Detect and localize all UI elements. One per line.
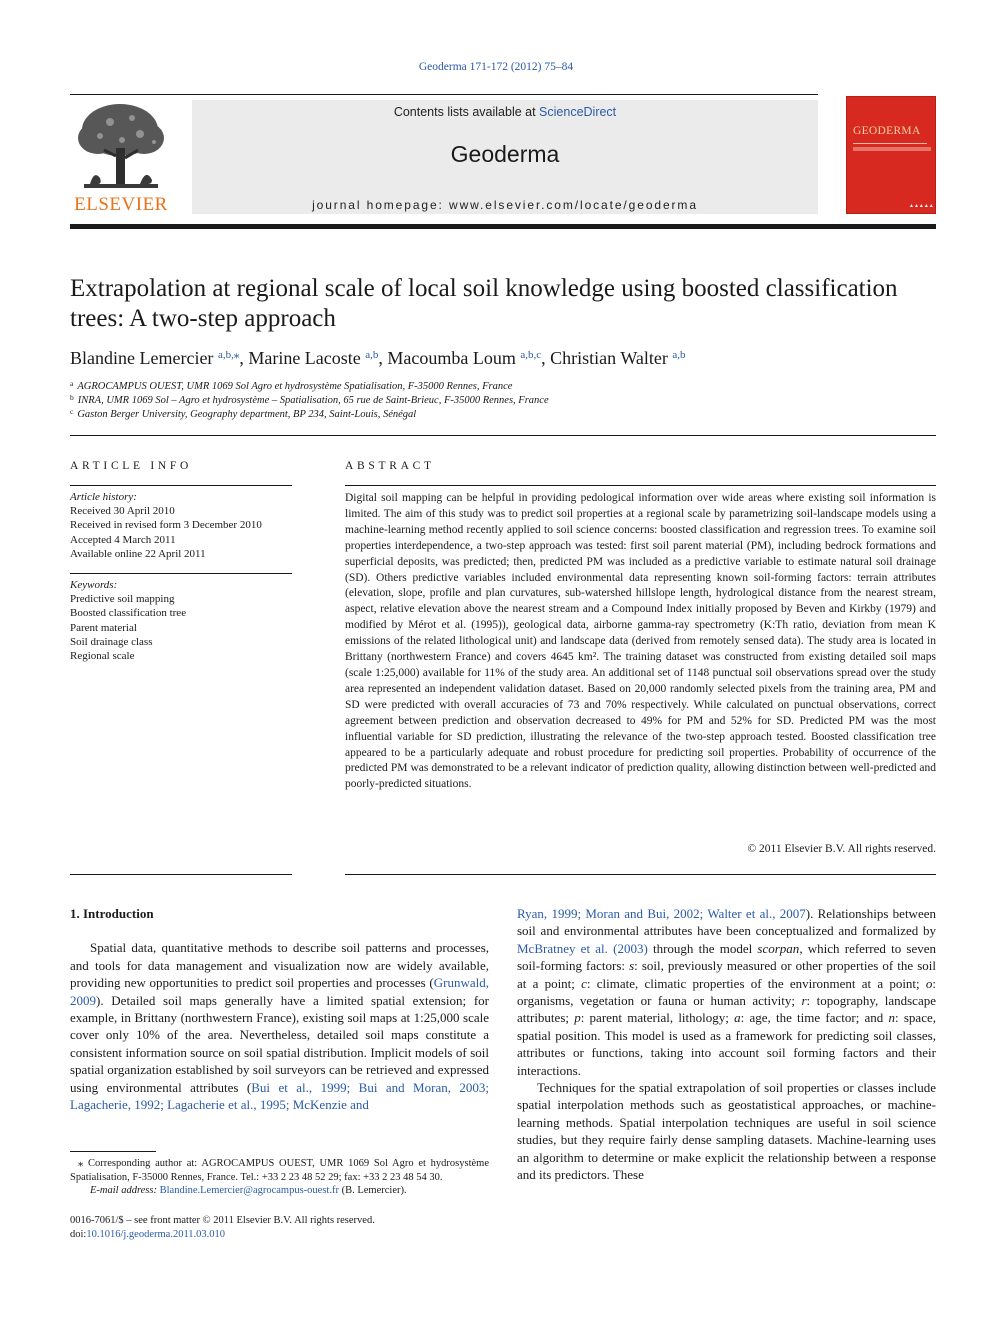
affiliation-text: INRA, UMR 1069 Sol – Agro et hydrosystème – Spatialisation, 65 rue de Saint-Brieuc, F-35000 Rennes, France [77,395,549,406]
factor-symbol: n [888,1010,896,1026]
citation-link[interactable]: Bui et al., 1999; Bui and Moran, 2003; Lagacherie, 1992; Lagacherie et al., 1995; McKenzie and [70,1079,490,1113]
keywords-label: Keywords: [70,579,118,591]
history-item: Received 30 April 2010 [70,505,175,518]
journal-citation[interactable]: Geoderma 171-172 (2012) 75–84 [418,61,574,73]
author-name[interactable]: Christian Walter [550,348,668,368]
title-line-2: trees: A two-step approach [70,305,336,332]
info-bottom-rule [70,874,292,875]
journal-name: Geoderma [450,141,560,167]
factor-symbol: p [574,1010,581,1026]
factor-symbol: o [925,975,933,991]
paragraph-text: ). Detailed soil maps generally have a limited spatial extension; for example, in Brittany (northwestern France), existing soil maps at 1:25,000 scale cover only 10% of the area. Nevertheless, detailed soil maps constitute a consistent information source on soil spatial distribution. Implicit models of soil spatial organization established by soil surveyors can be retrieved and expressed using environmental attributes ( [70,992,489,1095]
paragraph-text: ). Relationships between soil and environmental attributes have been conceptualized and formalized by [517,906,936,939]
cover-subtitle-bar [853,147,931,151]
article-title [70,274,936,334]
section-heading: 1. Introduction [70,906,154,921]
article-info-heading: ARTICLE INFO [70,460,192,472]
title-block-rule [70,435,936,436]
doi-prefix: doi: [70,1229,87,1240]
paragraph-text: : topography, landscape attributes; [517,993,936,1026]
affiliation-marker: c [70,407,74,416]
header-top-rule [70,94,818,95]
intro-paragraph-1 [70,939,489,1113]
paragraph-text: : climate, climatic properties of the environment at a point; [586,975,926,991]
journal-cover-thumbnail [846,96,936,214]
email-suffix: (B. Lemercier). [338,1185,407,1197]
affiliation-marker: b [70,393,74,402]
header-thick-rule [70,224,936,229]
sciencedirect-link[interactable]: ScienceDirect [539,105,617,119]
cover-title: GEODERMA [853,125,921,137]
elsevier-wordmark: ELSEVIER [74,194,168,215]
citation-link[interactable]: Ryan, 1999; Moran and Bui, 2002; Walter et al., 2007 [517,906,806,921]
paragraph-text: : age, the time factor; and [740,1010,889,1026]
keyword-item: Predictive soil mapping [70,593,175,606]
author-name[interactable]: Blandine Lemercier [70,348,214,368]
paragraph-text: through the model [647,940,758,956]
keyword-item: Parent material [70,621,137,634]
paragraph-text: : organisms, vegetation or fauna or human activity; [517,975,936,1009]
affiliation-c [70,405,936,422]
factor-symbol: s [629,958,635,974]
abstract-bottom-rule [345,874,936,875]
history-item: Accepted 4 March 2011 [70,533,176,546]
citation-link[interactable]: McBratney et al. (2003) [517,940,648,956]
paragraph-text: , which referred to seven soil-forming factors: [517,940,936,974]
abstract-rule [345,485,936,486]
keyword-item: Boosted classification tree [70,607,187,620]
keyword-item: Soil drainage class [70,635,153,648]
issn-line: 0016-7061/$ – see front matter © 2011 Elsevier B.V. All rights reserved. [70,1215,375,1226]
author-affiliation-sup[interactable]: a,b [672,349,686,361]
intro-paragraph-2: Techniques for the spatial extrapolation of soil properties or classes include spatial interpolation methods such as geostatistical approaches, or machine-learning methods. Spatial interpolation techniques are useful in soil science studies, but they require fairly dense sampling datasets. Machine-learning uses an algorithm to determine or make explicit the relationship between a response and its predictors. These [517,1080,936,1183]
corresponding-author-footnote [70,1157,489,1198]
body-left-column [70,905,489,1113]
keyword-item: Regional scale [70,650,135,663]
paragraph-text: : space, spatial position. This model is used as a framework for predicting soil classes, attributes or functions, taking into account soil forming factors and their interactions. [517,1010,936,1078]
factor-symbol: r [801,993,807,1009]
article-history [70,490,292,561]
doi-link[interactable]: 10.1016/j.geoderma.2011.03.010 [86,1229,226,1240]
author-separator: , [239,348,249,368]
author-list [70,342,936,371]
title-line-1: Extrapolation at regional scale of local soil knowledge using boosted classification [70,275,898,302]
footnote-rule [70,1151,156,1152]
email-label: E-mail address: [90,1185,157,1197]
keywords-rule [70,573,292,574]
paragraph-text: : parent material, lithology; [580,1010,735,1026]
affiliation-text: AGROCAMPUS OUEST, UMR 1069 Sol Agro et hydrosystème Spatialisation, F-35000 Rennes, France [77,381,513,392]
contents-available-line [192,105,818,119]
footnote-star: ⁎ [78,1158,84,1169]
author-affiliation-sup[interactable]: a,b [365,349,379,361]
body-right-column [517,905,936,1184]
affiliation-marker: a [70,379,74,388]
author-name[interactable]: Marine Lacoste [248,348,361,368]
cover-footer-mark: ▲▲▲▲▲ [909,203,934,209]
factor-symbol: a [734,1010,741,1026]
cover-stripe [853,143,927,144]
paragraph-text: Spatial data, quantitative methods to describe soil patterns and processes, and tools for data management and visualization now are widely available, providing new opportunities to predict soil properties and processes ( [70,940,489,991]
front-matter [70,1214,489,1242]
email-link[interactable]: Blandine.Lemercier@agrocampus-ouest.fr [159,1185,339,1197]
author-separator: , [541,348,551,368]
footnote-text: Corresponding author at: AGROCAMPUS OUEST, UMR 1069 Sol Agro et hydrosystème Spatialisation, F-35000 Rennes, France. Tel.: +33 2 23 48 52 29; fax: +33 2 23 48 54 30. [70,1158,489,1183]
abstract-text: Digital soil mapping can be helpful in providing pedological information over wide areas where existing soil information is limited. The aim of this study was to predict soil properties at a regional scale by parametrizing soil-landscape models using a machine-learning method recently applied to soil science concerns: boosted classification and regression trees. To examine soil properties interdependence, a two-step approach was tested: first soil parent material (PM), including bedrock formations and superficial deposits, was predicted; then, predicted PM was included as a predictive variable to estimate natural soil drainage (SD). Others predictive variables included environmental data representing known soil-forming factors: terrain attributes (elevation, slope, profile and plan curvatures, sub-watershed hillslope length, hydrological distance from the nearest stream, aspect, relative elevation above the nearest stream and a Compound Index initially proposed by Beven and Kirkby (1979) and modified by Mérot et al. (1995)), geological data, airborne gamma-ray spectrometry (K:Th ratio, deviation from mean K emissions of the related lithological unit) and landscape data (derived from remotely sensed data). The study area is located in Brittany (northwestern France) and covers 4645 km². The training dataset was constructed from existing detailed soil maps (scale 1:25,000) available for 11% of the study area. An additional set of 1148 punctual soil observations spread over the study area represented an independent validation dataset. Based on 20,000 randomly selected pixels from the training area, PM and SD were predicted with overall accuracies of 73 and 70% respectively. While calculated on punctual observations, correct agreement between prediction and observation decreased to 49% for PM and 52% for SD. Predicted PM was the most influential variable for SD prediction, illustrating the relevance of the two-step approach tested. Boosted classification tree appeared to be a particularly adequate and robust procedure for predicting soil properties. Probability of occurrence of the predicted PM was demonstrated to be a relevant indicator of prediction quality, allowing distinction between well-predicted and poorly-predicted situations. [345,492,936,791]
intro-paragraph-1-cont [517,905,936,1079]
factor-symbol: c [581,975,587,991]
affiliation-text: Gaston Berger University, Geography department, BP 234, Saint-Louis, Sénégal [77,409,417,420]
citation-link[interactable]: Grunwald, 2009 [70,975,489,1008]
author-name[interactable]: Macoumba Loum [387,348,516,368]
article-info-rule [70,485,292,486]
contents-prefix: Contents lists available at [393,105,540,119]
history-item: Received in revised form 3 December 2010 [70,519,262,532]
author-separator: , [378,348,388,368]
paragraph-text: : soil, previously measured or other properties of the soil at a point; [517,958,936,991]
abstract-heading: ABSTRACT [345,460,435,472]
history-item: Available online 22 April 2011 [70,547,206,560]
author-affiliation-sup[interactable]: a,b,⁎ [217,349,240,361]
author-affiliation-sup[interactable]: a,b,c [520,349,542,361]
abstract-copyright: © 2011 Elsevier B.V. All rights reserved. [747,843,936,855]
scorpan-term: scorpan [757,940,800,956]
journal-homepage[interactable]: journal homepage: www.elsevier.com/locate/geoderma [312,198,698,212]
keywords-list [70,578,292,663]
history-label: Article history: [70,491,137,503]
